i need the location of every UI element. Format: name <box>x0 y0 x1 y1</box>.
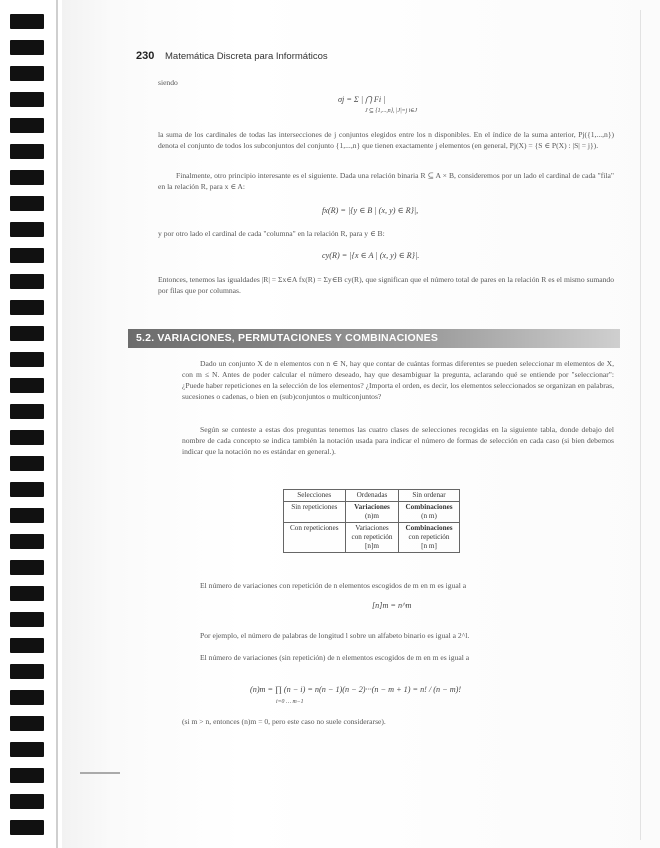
binding-hole <box>10 222 44 237</box>
concept-name: Combinaciones <box>405 503 453 511</box>
binding-hole <box>10 378 44 393</box>
concept-notation: (n m) <box>421 512 437 520</box>
concept-name: Combinaciones <box>405 524 453 532</box>
concept-notation: (n)m <box>364 512 379 520</box>
binding-hole <box>10 664 44 679</box>
binding-hole <box>10 352 44 367</box>
binding-hole <box>10 144 44 159</box>
bottom-smudge <box>80 772 120 774</box>
paragraph-sum-of-cardinals: la suma de los cardinales de todas las intersecciones de j conjuntos elegidos entre los n disponibles. En el índice de la suma anterior, Pj({1,...,n}) denota el conjunto de todos los subconjuntos del conjunto {1,...,n} que tienen exactamente j elementos (en general, Pj(X) = {S ∈ P(X) : |S| = j}). <box>158 130 614 150</box>
concept-name-suffix: con repetición <box>351 533 393 541</box>
running-header <box>136 50 328 62</box>
paragraph-table-intro: Según se conteste a estas dos preguntas tenemos las cuatro clases de selecciones recogidas en la siguiente tabla, donde debajo del nombre de cada concepto se indica también la notación usada para indicar el número de formas de selección en cada caso (si bien debemos indicar que la notación no es estándar en general.). <box>182 425 614 456</box>
page-edge <box>640 10 641 840</box>
intro-word: siendo <box>158 78 178 87</box>
binding-hole <box>10 92 44 107</box>
concept-name: Variaciones <box>354 503 390 511</box>
paragraph-m-greater-n: (si m > n, entonces (n)m = 0, pero este caso no suele considerarse). <box>182 717 386 726</box>
binding-hole <box>10 456 44 471</box>
page-gutter <box>56 0 58 848</box>
binding-hole <box>10 820 44 835</box>
formula-column-cardinal: cy(R) = |{x ∈ A | (x, y) ∈ R}|. <box>322 251 420 260</box>
binding-hole <box>10 794 44 809</box>
section-title: 5.2. VARIACIONES, PERMUTACIONES Y COMBINACIONES <box>136 332 439 344</box>
table-cell <box>345 502 399 523</box>
paragraph-variations: El número de variaciones (sin repetición) de n elementos escogidos de m en m es igual a <box>200 653 470 662</box>
formula-variations-limits: i=0 … m−1 <box>276 699 304 705</box>
binding-hole <box>10 66 44 81</box>
table-header-cell: Ordenadas <box>345 490 399 502</box>
binding-hole <box>10 196 44 211</box>
table-cell <box>399 523 459 553</box>
binding-hole <box>10 300 44 315</box>
running-title: Matemática Discreta para Informáticos <box>165 51 328 62</box>
paragraph-equalities: Entonces, tenemos las igualdades |R| = Σx∈A fx(R) = Σy∈B cy(R), que significan que el número total de pares en la relación R es el mismo sumando por filas que por columnas. <box>158 275 614 295</box>
paragraph-selection-intro: Dado un conjunto X de n elementos con n ∈ N, hay que contar de cuántas formas diferentes se pueden seleccionar m elementos de X, con m ≤ N. Antes de poder calcular el número deseado, hay que desambiguar la pregunta, aclarando qué se entiende por "seleccionar": ¿Puede haber repeticiones en la selección de los elementos? ¿Importa el orden, es decir, los elementos seleccionados se organizan en palabras, sucesiones o cadenas, o bien en (sub)conjuntos o multiconjuntos? <box>182 359 615 401</box>
selection-table <box>283 489 460 553</box>
table-header-cell: Sin ordenar <box>399 490 459 502</box>
binding-hole <box>10 430 44 445</box>
concept-name-suffix: con repetición <box>408 533 450 541</box>
section-heading-bar <box>128 329 620 348</box>
binding-hole <box>10 716 44 731</box>
binding-hole <box>10 482 44 497</box>
binding-hole <box>10 560 44 575</box>
binding-hole <box>10 118 44 133</box>
table-row <box>284 523 460 553</box>
binding-hole <box>10 170 44 185</box>
page-number: 230 <box>136 50 155 62</box>
binding-hole <box>10 690 44 705</box>
binding-hole <box>10 326 44 341</box>
paragraph-variations-with-repetition: El número de variaciones con repetición de n elementos escogidos de m en m es igual a <box>200 581 467 590</box>
table-row <box>284 502 460 523</box>
formula-sigma: σj = Σ | ⋂ Fi | <box>338 95 386 104</box>
formula-variations-with-repetition: [n]m = n^m <box>372 601 412 610</box>
table-cell <box>399 502 459 523</box>
binding-hole <box>10 742 44 757</box>
spiral-binding <box>0 0 58 848</box>
concept-name: Variaciones <box>355 524 389 532</box>
row-label: Con repeticiones <box>284 523 346 553</box>
concept-notation: [n m] <box>421 542 437 550</box>
binding-hole <box>10 508 44 523</box>
binding-hole <box>10 404 44 419</box>
formula-row-cardinal: fx(R) = |{y ∈ B | (x, y) ∈ R}|, <box>322 206 419 215</box>
formula-variations: (n)m = ∏ (n − i) = n(n − 1)(n − 2)···(n − m + 1) = n! / (n − m)! <box>250 685 462 694</box>
binding-hole <box>10 534 44 549</box>
binding-hole <box>10 768 44 783</box>
binding-hole <box>10 40 44 55</box>
concept-notation: [n]m <box>364 542 379 550</box>
paragraph-column: y por otro lado el cardinal de cada "columna" en la relación R, para y ∈ B: <box>158 229 385 238</box>
table-cell <box>345 523 399 553</box>
binding-hole <box>10 248 44 263</box>
binding-hole <box>10 586 44 601</box>
paragraph-binary-example: Por ejemplo, el número de palabras de longitud l sobre un alfabeto binario es igual a 2^l. <box>200 631 470 640</box>
binding-hole <box>10 274 44 289</box>
table-header-cell: Selecciones <box>284 490 346 502</box>
binding-hole <box>10 14 44 29</box>
row-label: Sin repeticiones <box>284 502 346 523</box>
table-row <box>284 490 460 502</box>
binding-hole <box>10 638 44 653</box>
formula-sigma-subscript: J ⊆ {1,...,n}, |J|=j i∈J <box>365 108 418 114</box>
paragraph-binary-relation: Finalmente, otro principio interesante es el siguiente. Dada una relación binaria R ⊆ A × B, consideremos por un lado el cardinal de cada "fila" en la relación R, para x ∈ A: <box>158 171 614 191</box>
binding-hole <box>10 612 44 627</box>
